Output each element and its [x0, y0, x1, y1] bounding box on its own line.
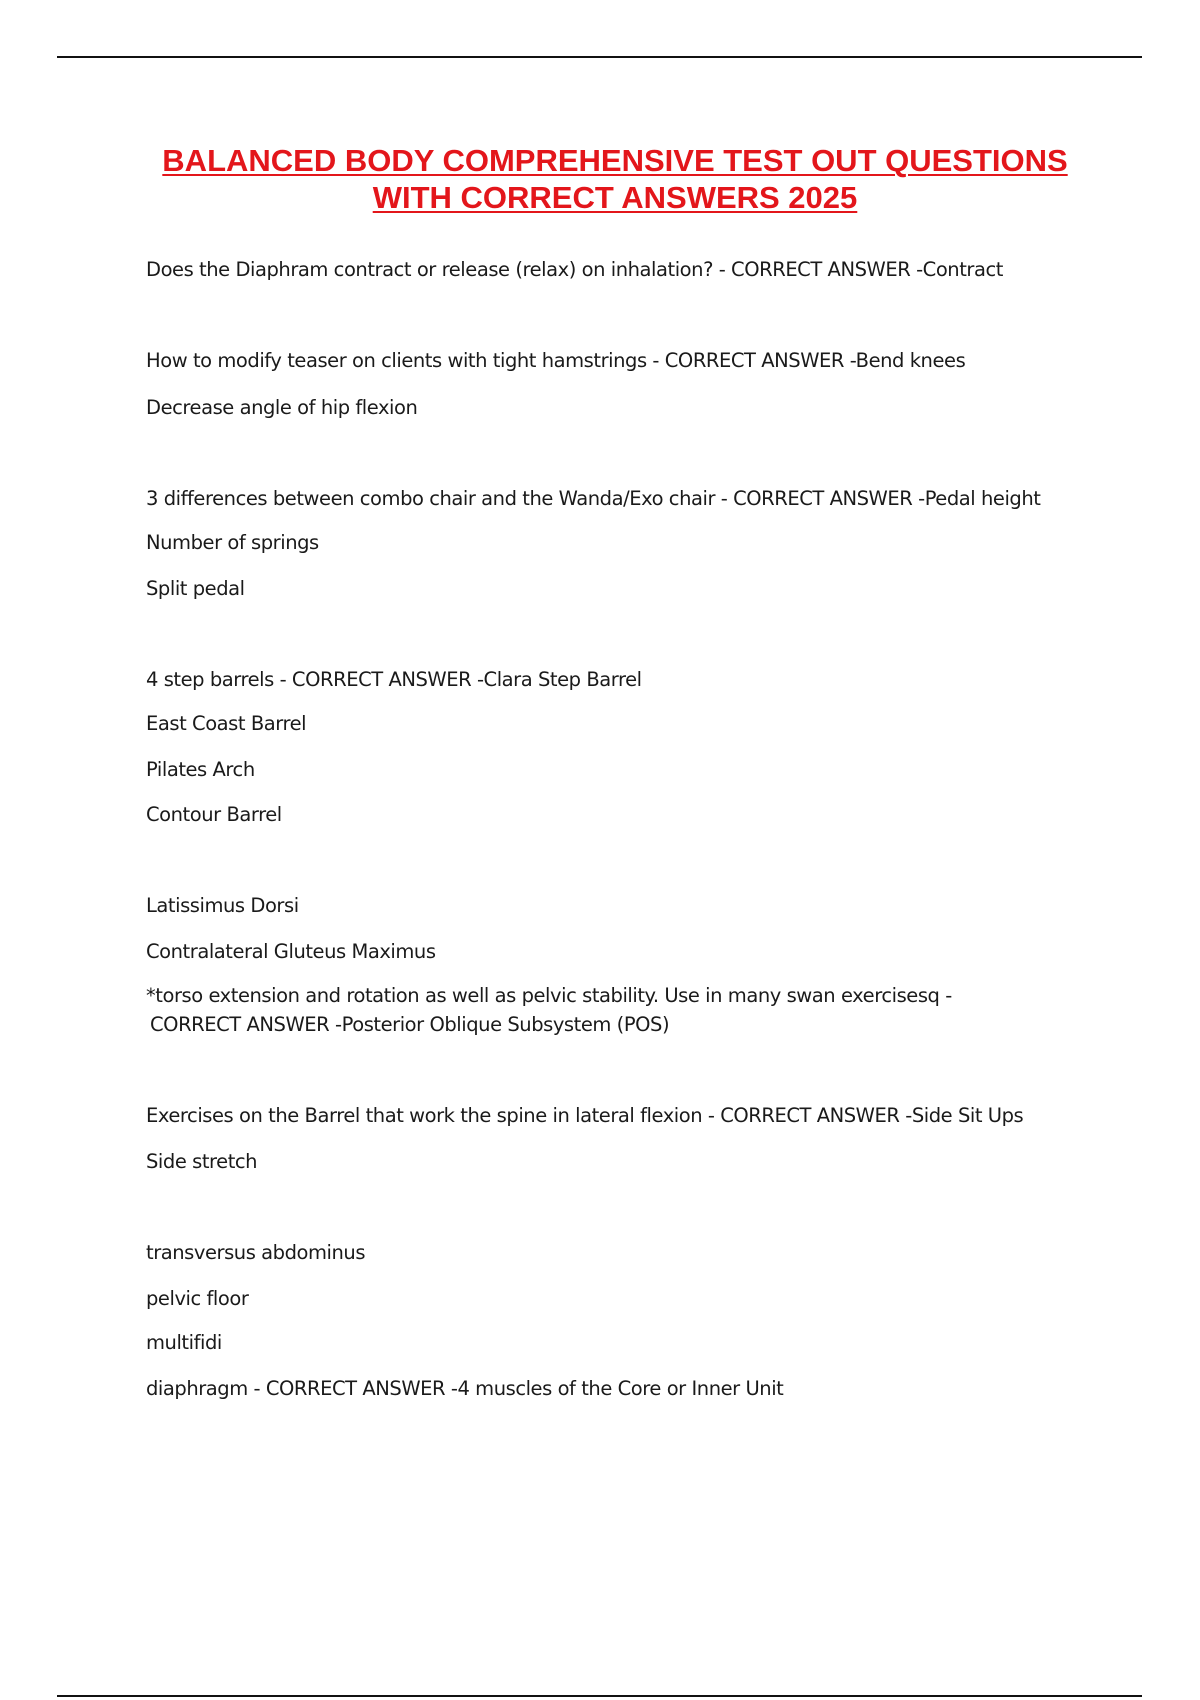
qa-answer-line: Decrease angle of hip flexion [146, 396, 418, 419]
qa-question-teaser: How to modify teaser on clients with tight hamstrings - CORRECT ANSWER -Bend knees [146, 349, 966, 372]
qa-question-line: *torso extension and rotation as well as pelvic stability. Use in many swan exercisesq - [146, 984, 952, 1007]
qa-answer-line: East Coast Barrel [146, 712, 307, 735]
qa-question-line: Contralateral Gluteus Maximus [146, 940, 436, 963]
document-title [110, 142, 1120, 216]
qa-answer-line: Side stretch [146, 1150, 258, 1173]
qa-answer-line: CORRECT ANSWER -Posterior Oblique Subsystem (POS) [150, 1013, 670, 1036]
title-line-1: BALANCED BODY COMPREHENSIVE TEST OUT QUESTIONS [162, 143, 1068, 178]
qa-answer-line: Number of springs [146, 531, 319, 554]
qa-question-line: pelvic floor [146, 1287, 249, 1310]
qa-question-diaphragm: Does the Diaphram contract or release (relax) on inhalation? - CORRECT ANSWER -Contract [146, 258, 1003, 281]
qa-answer-line: Split pedal [146, 577, 245, 600]
qa-answer-line: Pilates Arch [146, 758, 255, 781]
qa-answer-line: Contour Barrel [146, 803, 282, 826]
qa-question-line: multifidi [146, 1331, 222, 1354]
qa-question-pos: Latissimus Dorsi [146, 894, 299, 917]
qa-question-core: transversus abdominus [146, 1241, 366, 1264]
title-line-2: WITH CORRECT ANSWERS 2025 [372, 180, 858, 215]
qa-question-chairs: 3 differences between combo chair and the Wanda/Exo chair - CORRECT ANSWER -Pedal height [146, 487, 1041, 510]
qa-question-barrels: 4 step barrels - CORRECT ANSWER -Clara Step Barrel [146, 668, 642, 691]
qa-question-line: diaphragm - CORRECT ANSWER -4 muscles of the Core or Inner Unit [146, 1377, 784, 1400]
header-rule [57, 56, 1142, 58]
qa-question-lateral-flexion: Exercises on the Barrel that work the spine in lateral flexion - CORRECT ANSWER -Side Sit Ups [146, 1104, 1024, 1127]
footer-rule [57, 1695, 1142, 1697]
